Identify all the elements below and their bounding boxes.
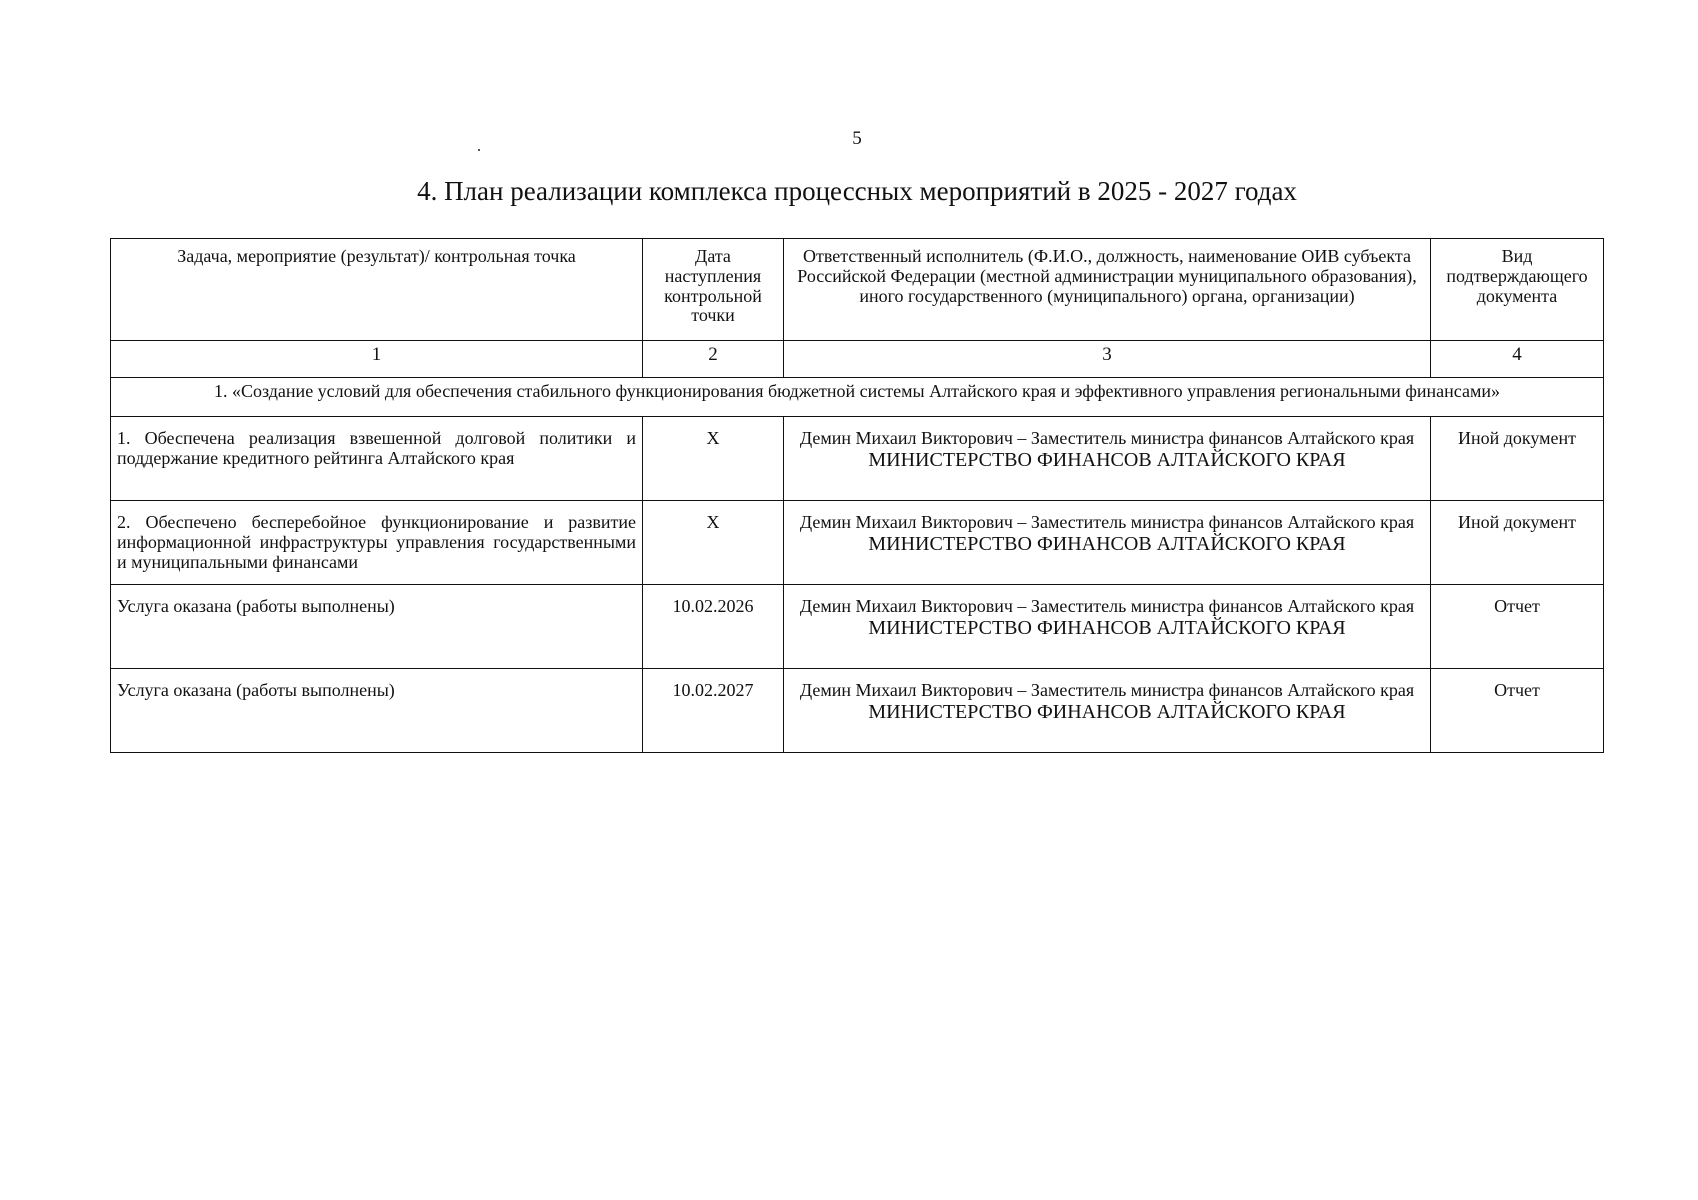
responsible-person: Демин Михаил Викторович – Заместитель министра финансов Алтайского края xyxy=(799,680,1415,700)
task-cell: 2. Обеспечено бесперебойное функционирование и развитие информационной инфраструктуры управления государственными и муниципальными финансами xyxy=(111,501,643,585)
scan-artifact-dot xyxy=(478,149,480,151)
responsible-person: Демин Михаил Викторович – Заместитель министра финансов Алтайского края xyxy=(799,428,1415,448)
task-cell: Услуга оказана (работы выполнены) xyxy=(111,669,643,753)
section-title: 1. «Создание условий для обеспечения стабильного функционирования бюджетной системы Алтайского края и эффективного управления региональными финансами» xyxy=(111,378,1604,417)
column-number: 1 xyxy=(111,341,643,378)
implementation-plan-table xyxy=(110,238,1604,753)
responsible-cell xyxy=(784,585,1431,669)
page-number: 5 xyxy=(852,128,862,149)
table-row xyxy=(111,669,1604,753)
section-row xyxy=(111,378,1604,417)
responsible-organization: МИНИСТЕРСТВО ФИНАНСОВ АЛТАЙСКОГО КРАЯ xyxy=(868,448,1346,471)
task-cell: Услуга оказана (работы выполнены) xyxy=(111,585,643,669)
column-number: 3 xyxy=(784,341,1431,378)
responsible-person: Демин Михаил Викторович – Заместитель министра финансов Алтайского края xyxy=(799,512,1415,532)
task-cell: 1. Обеспечена реализация взвешенной долговой политики и поддержание кредитного рейтинга Алтайского края xyxy=(111,417,643,501)
responsible-cell xyxy=(784,669,1431,753)
header-task: Задача, мероприятие (результат)/ контрольная точка xyxy=(111,239,643,341)
document-type-cell: Иной документ xyxy=(1431,417,1604,501)
date-cell: 10.02.2026 xyxy=(643,585,784,669)
document-type-cell: Отчет xyxy=(1431,669,1604,753)
table-row xyxy=(111,501,1604,585)
document-type-cell: Иной документ xyxy=(1431,501,1604,585)
responsible-cell xyxy=(784,501,1431,585)
column-number-row xyxy=(111,341,1604,378)
column-number: 2 xyxy=(643,341,784,378)
table-row xyxy=(111,417,1604,501)
date-cell: 10.02.2027 xyxy=(643,669,784,753)
header-responsible: Ответственный исполнитель (Ф.И.О., должность, наименование ОИВ субъекта Российской Федерации (местной администрации муниципального образования), иного государственного (муниципального) органа, организации) xyxy=(784,239,1431,341)
responsible-organization: МИНИСТЕРСТВО ФИНАНСОВ АЛТАЙСКОГО КРАЯ xyxy=(868,700,1346,723)
date-cell: X xyxy=(643,417,784,501)
responsible-organization: МИНИСТЕРСТВО ФИНАНСОВ АЛТАЙСКОГО КРАЯ xyxy=(868,616,1346,639)
document-title: 4. План реализации комплекса процессных мероприятий в 2025 - 2027 годах xyxy=(417,176,1297,206)
responsible-organization: МИНИСТЕРСТВО ФИНАНСОВ АЛТАЙСКОГО КРАЯ xyxy=(868,532,1346,555)
column-number: 4 xyxy=(1431,341,1604,378)
table-row xyxy=(111,585,1604,669)
date-cell: X xyxy=(643,501,784,585)
table-header-row xyxy=(111,239,1604,341)
header-document-type: Вид подтверждающего документа xyxy=(1431,239,1604,341)
header-date: Дата наступления контрольной точки xyxy=(643,239,784,341)
responsible-cell xyxy=(784,417,1431,501)
document-type-cell: Отчет xyxy=(1431,585,1604,669)
responsible-person: Демин Михаил Викторович – Заместитель министра финансов Алтайского края xyxy=(799,596,1415,616)
